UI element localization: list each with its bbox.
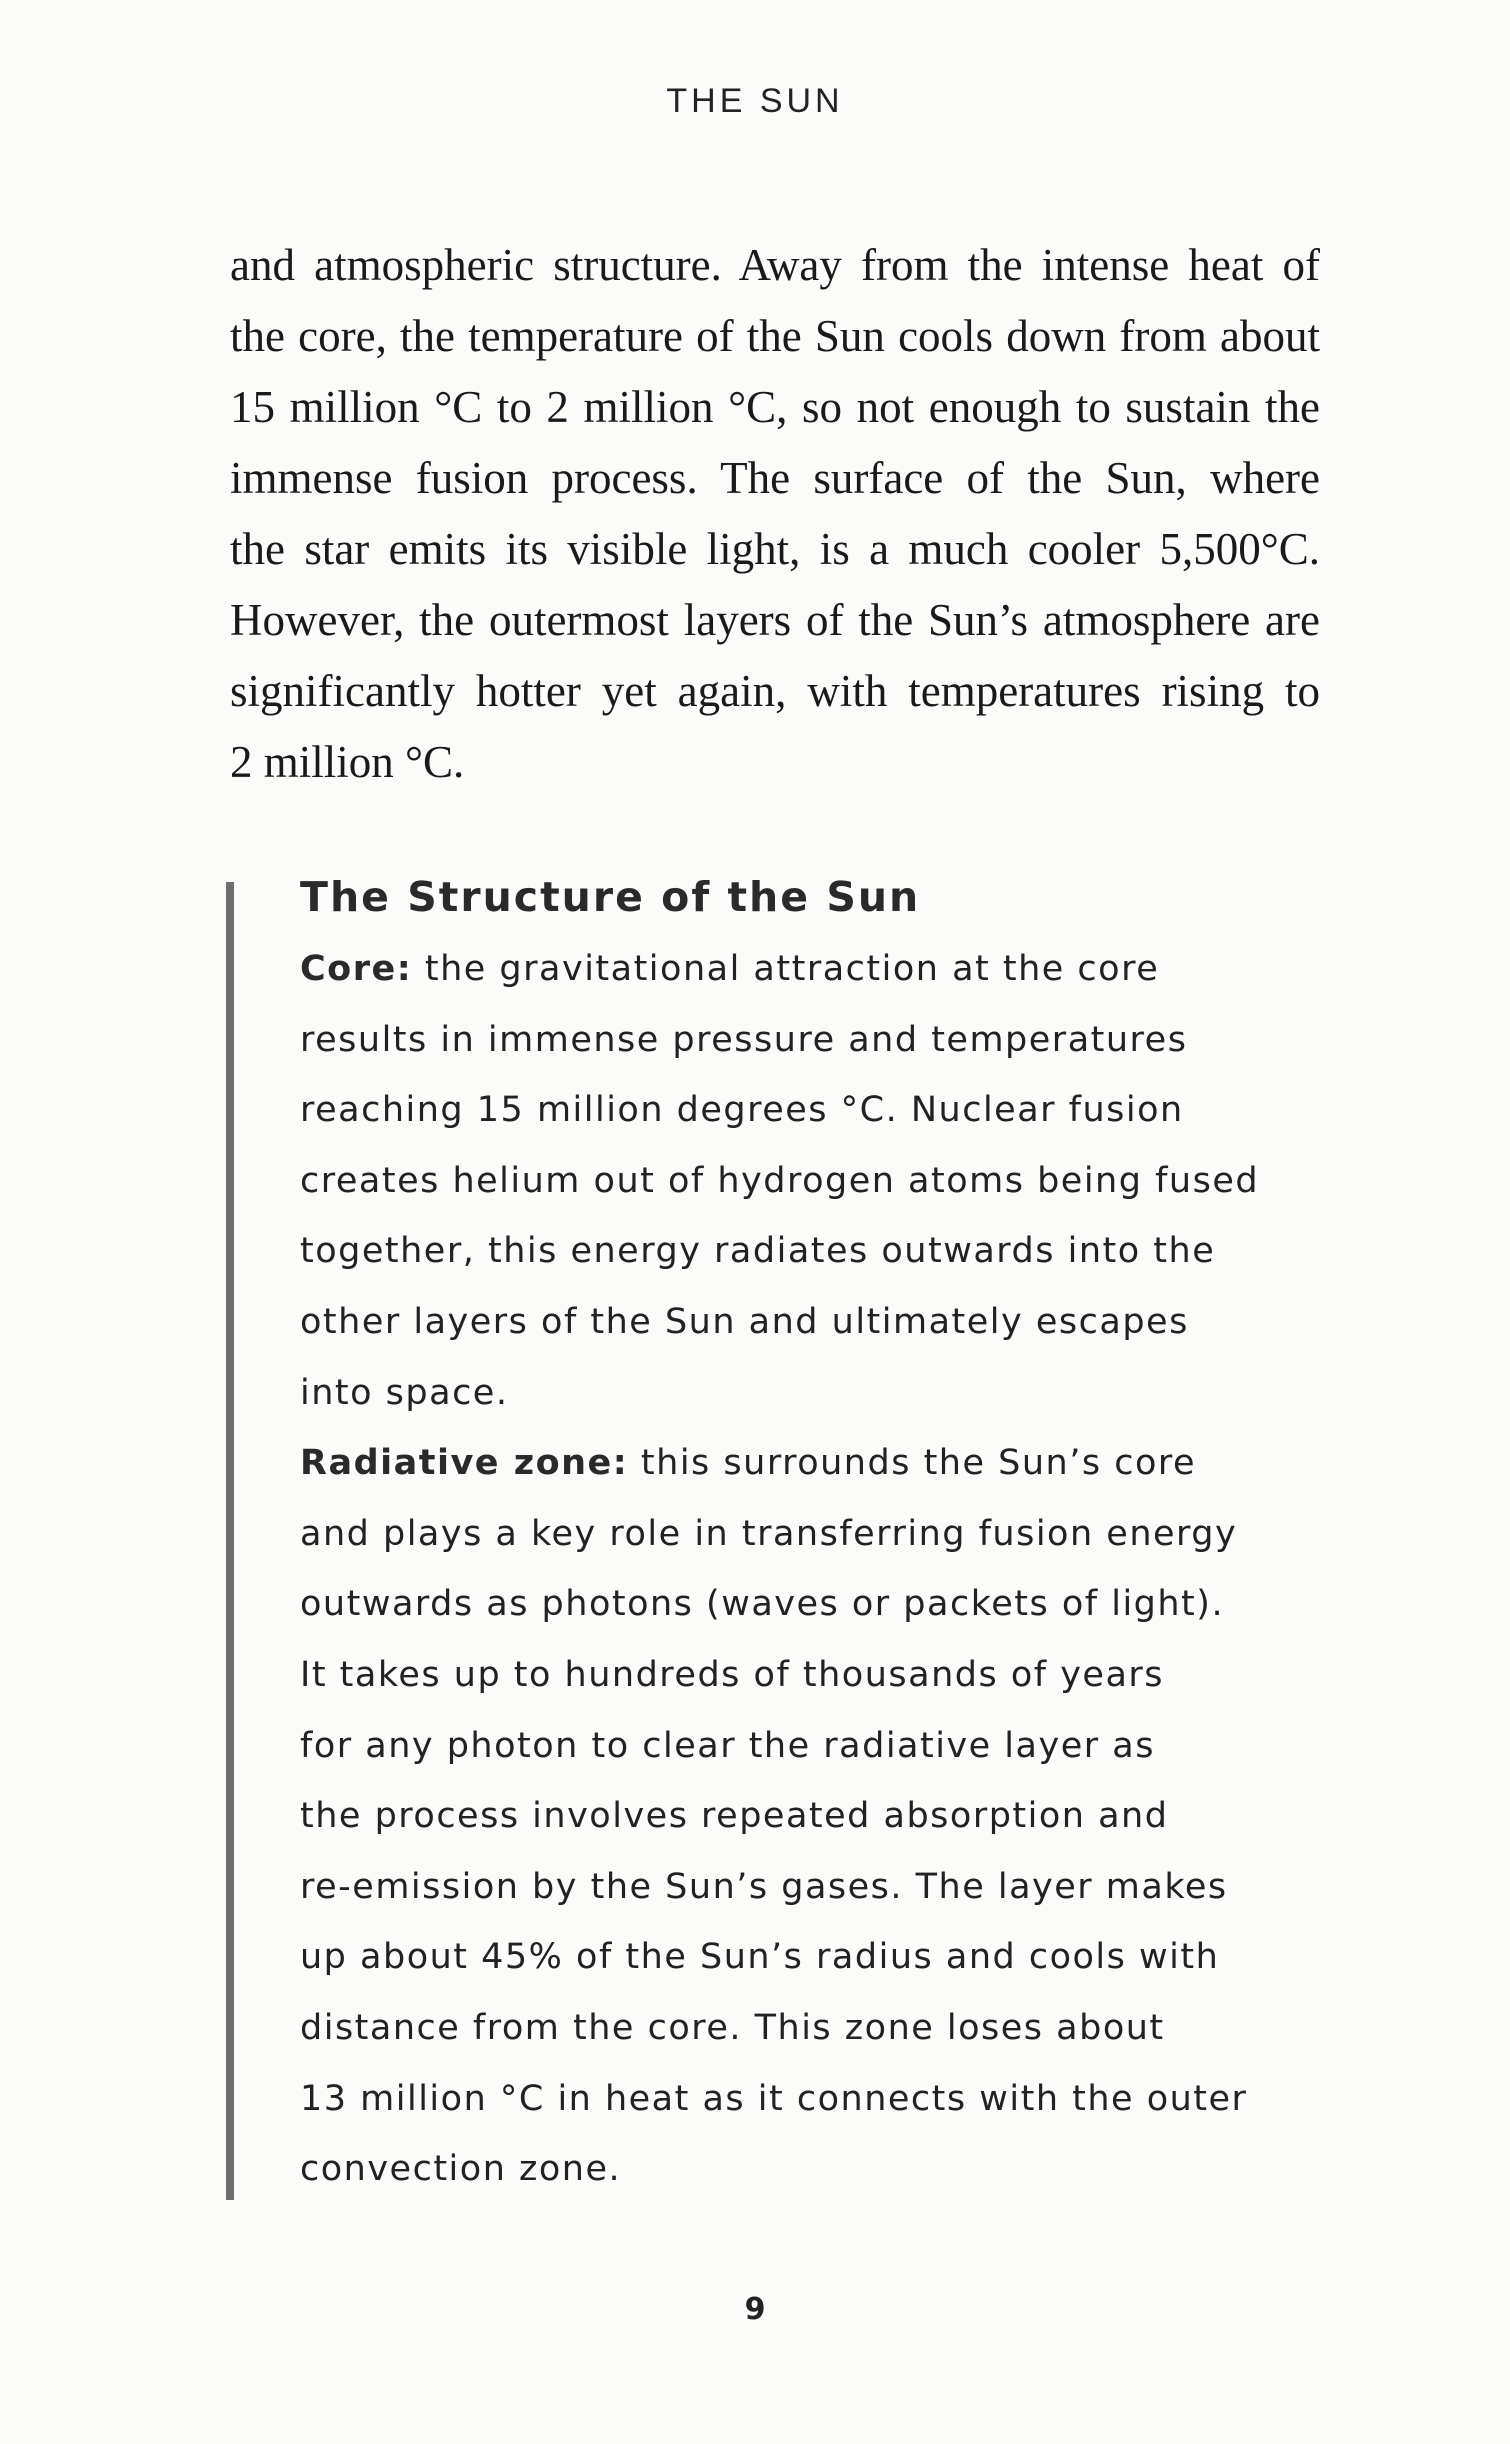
- core-line: [300, 934, 1310, 1005]
- running-head: THE SUN: [666, 82, 844, 120]
- core-line: together, this energy radiates outwards into the: [300, 1231, 1216, 1272]
- body-line: 2 million °C.: [230, 737, 465, 787]
- sidebar-title: The Structure of the Sun: [300, 873, 921, 921]
- body-line: However, the outermost layers of the Sun’s atmosphere are: [230, 595, 1320, 645]
- body-line: and atmospheric structure. Away from the intense heat of: [230, 240, 1320, 290]
- sidebar-rule: [226, 882, 234, 2200]
- sidebar-box: [300, 862, 1310, 2205]
- radiative-line: re-emission by the Sun’s gases. The layer makes: [300, 1866, 1228, 1907]
- core-paragraph: [300, 934, 1310, 1428]
- radiative-line: [300, 1428, 1310, 1499]
- core-line: into space.: [300, 1372, 509, 1413]
- core-text: the gravitational attraction at the core: [412, 949, 1160, 989]
- radiative-line: distance from the core. This zone loses about: [300, 2007, 1165, 2048]
- radiative-term: Radiative zone:: [300, 1443, 629, 1484]
- core-line: reaching 15 million degrees °C. Nuclear fusion: [300, 1090, 1184, 1131]
- radiative-line: up about 45% of the Sun’s radius and cools with: [300, 1937, 1220, 1978]
- body-line: significantly hotter yet again, with temperatures rising to: [230, 666, 1320, 716]
- radiative-line: the process involves repeated absorption and: [300, 1796, 1169, 1837]
- page-number: 9: [744, 2292, 766, 2327]
- radiative-line: outwards as photons (waves or packets of light).: [300, 1584, 1225, 1625]
- body-line: the core, the temperature of the Sun cools down from about: [230, 311, 1320, 361]
- core-line: other layers of the Sun and ultimately escapes: [300, 1301, 1189, 1342]
- radiative-paragraph: [300, 1428, 1310, 2205]
- body-line: 15 million °C to 2 million °C, so not enough to sustain the: [230, 382, 1320, 432]
- body-line: the star emits its visible light, is a much cooler 5,500°C.: [230, 524, 1320, 574]
- radiative-line: convection zone.: [300, 2149, 622, 2190]
- body-line: immense fusion process. The surface of the Sun, where: [230, 453, 1320, 503]
- core-line: results in immense pressure and temperatures: [300, 1019, 1188, 1060]
- radiative-line: for any photon to clear the radiative layer as: [300, 1725, 1155, 1766]
- core-line: creates helium out of hydrogen atoms being fused: [300, 1160, 1260, 1201]
- radiative-line: It takes up to hundreds of thousands of years: [300, 1654, 1165, 1695]
- body-paragraph: [230, 230, 1320, 798]
- radiative-line: and plays a key role in transferring fusion energy: [300, 1513, 1238, 1554]
- radiative-text: this surrounds the Sun’s core: [628, 1443, 1197, 1484]
- radiative-line: 13 million °C in heat as it connects with the outer: [300, 2078, 1248, 2119]
- core-term: Core:: [300, 949, 413, 989]
